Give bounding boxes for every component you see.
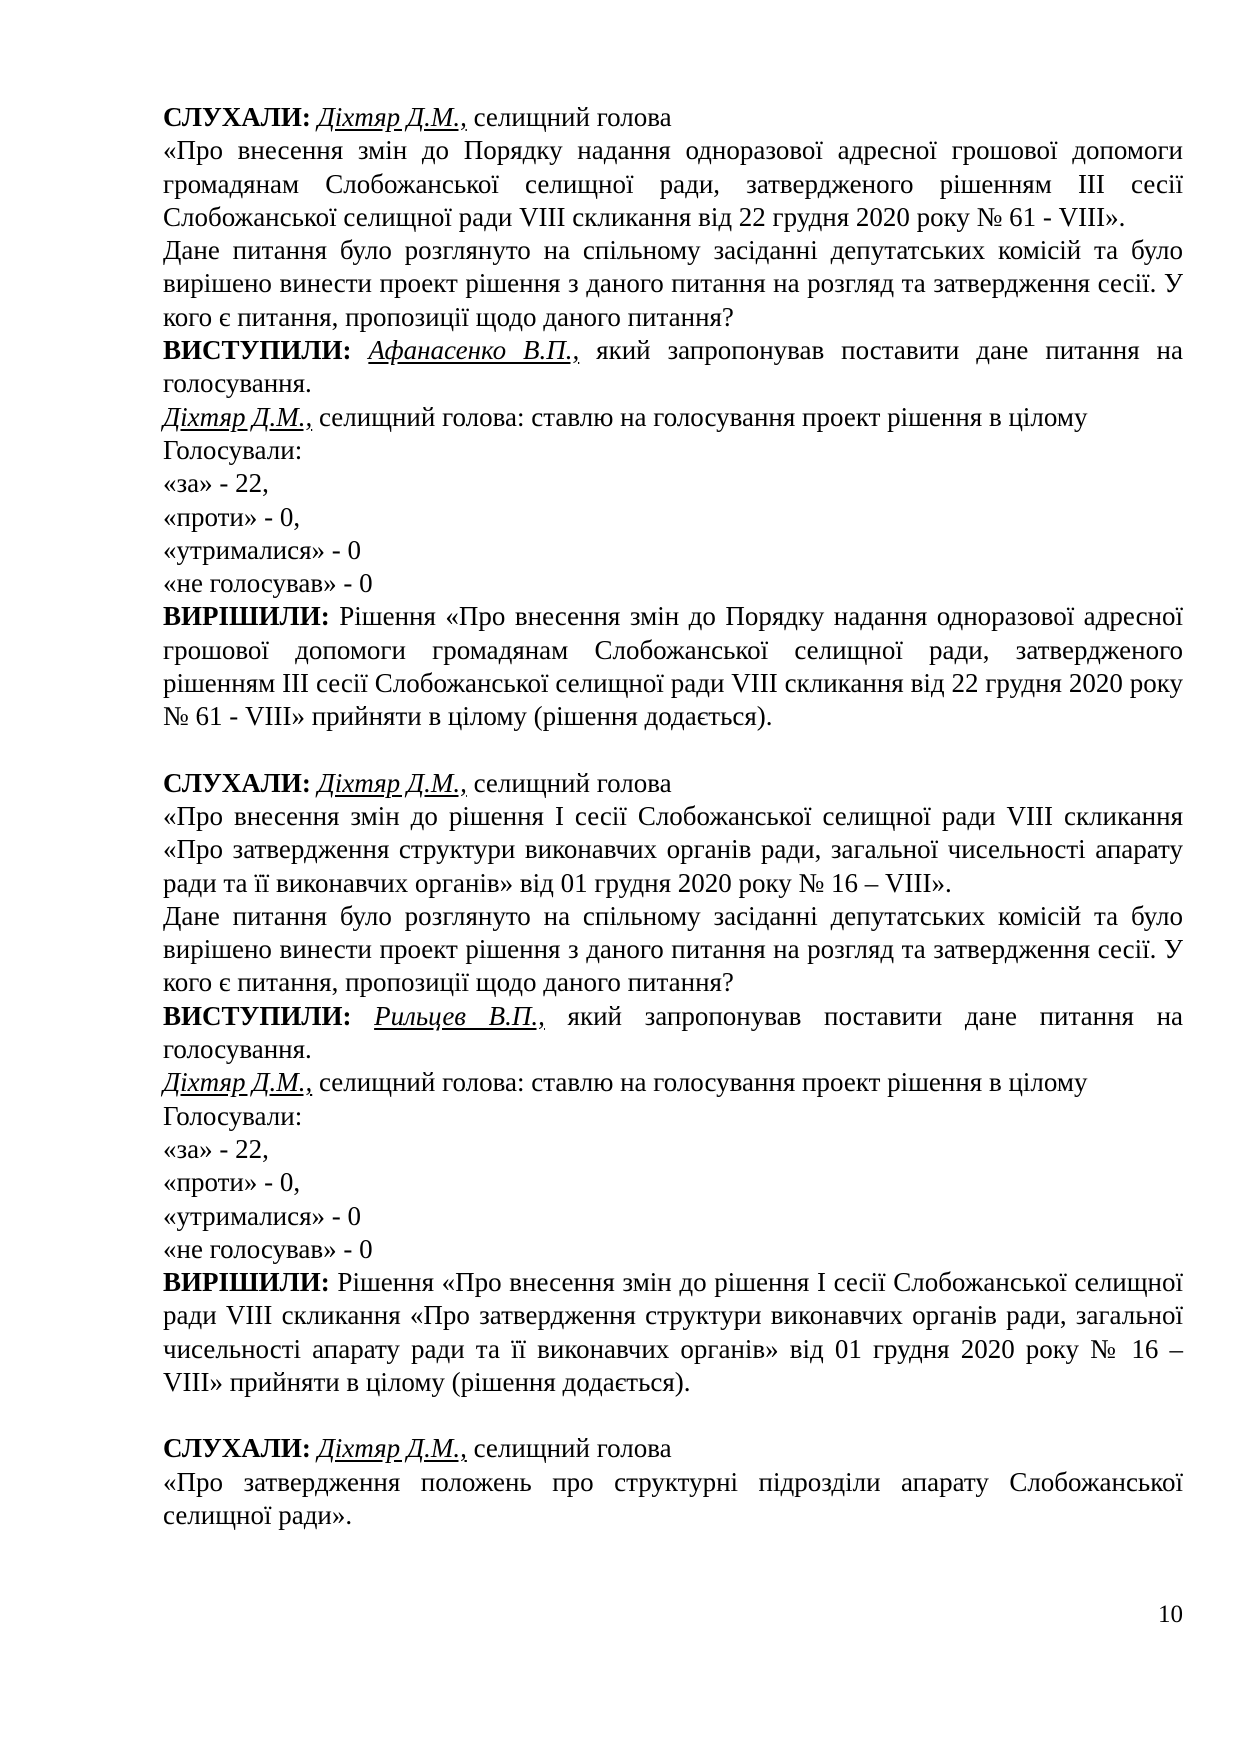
speaker-role: селищний голова: [473, 767, 672, 798]
section-spacer: [163, 734, 1183, 767]
chair-name: Діхтяр Д.М.,: [163, 401, 313, 432]
speaker-name: Рильцев В.П.,: [374, 1000, 545, 1031]
speaker-name: Діхтяр Д.М.,: [317, 1433, 467, 1464]
commission-note: Дане питання було розглянуто на спільному засіданні депутатських комісій та було вирішено винести проект рішення з даного питання на розгляд та затвердження сесії. У кого є питання, пропозиції щодо даного питання?: [163, 900, 1183, 998]
topic-text: «Про внесення змін до Порядку надання одноразової адресної грошової допомоги громадянам Слобожанської селищної ради, затвердженого рішенням ІІІ сесії Слобожанської селищної ради VIII скликання від 22 грудня 2020 року № 61 - VIII».: [163, 135, 1183, 232]
vote-against: «проти» - 0,: [163, 501, 301, 532]
vote-not-voted: «не голосував» - 0: [163, 568, 373, 599]
section-spacer: [163, 1399, 1183, 1432]
chair-name: Діхтяр Д.М.,: [163, 1067, 313, 1098]
spoke-text: який запропонував поставити дане питання на голосування.: [163, 335, 1183, 399]
decided-text: Рішення «Про внесення змін до Порядку надання одноразової адресної грошової допомоги громадянам Слобожанської селищної ради, затвердженого рішенням ІІІ сесії Слобожанської селищної ради VIII скликання від 22 грудня 2020 року № 61 - VIII» прийняти в цілому (рішення додається).: [163, 601, 1183, 732]
speaker-name: Діхтяр Д.М.,: [317, 767, 467, 798]
agenda-item-2: [163, 767, 1183, 1400]
vote-not-voted: «не голосував» - 0: [163, 1233, 373, 1264]
voted-label: Голосували:: [163, 434, 303, 465]
chair-text: селищний голова: ставлю на голосування проект рішення в цілому: [318, 401, 1088, 432]
topic-text: «Про затвердження положень про структурні підрозділи апарату Слобожанської селищної ради».: [163, 1466, 1183, 1530]
spoke-text: який запропонував поставити дане питання на голосування.: [163, 1000, 1184, 1065]
spoke-label: ВИСТУПИЛИ:: [163, 335, 352, 366]
spoke-line: [163, 334, 1183, 401]
heard-label: СЛУХАЛИ:: [163, 767, 311, 798]
decided-text: Рішення «Про внесення змін до рішення І сесії Слобожанської селищної ради VIII скликання «Про затвердження структури виконавчих органів ради, загальної чисельності апарату ради та її виконавчих органів» від 01 грудня 2020 року № 16 – VIII» прийняти в цілому (рішення додається).: [163, 1267, 1183, 1397]
spoke-line: [163, 1000, 1183, 1067]
vote-against: «проти» - 0,: [163, 1167, 301, 1198]
vote-for: «за» - 22,: [163, 1133, 269, 1164]
heard-label: СЛУХАЛИ:: [163, 1433, 311, 1464]
speaker-name: Афанасенко В.П.,: [368, 335, 580, 366]
heard-line: [163, 1432, 1183, 1465]
page-content: [163, 101, 1183, 1532]
heard-label: СЛУХАЛИ:: [163, 102, 311, 132]
page-number: 10: [1158, 1601, 1183, 1628]
chair-line: [163, 401, 1183, 434]
voted-label: Голосували:: [163, 1100, 303, 1131]
decided-line: [163, 600, 1183, 733]
vote-for: «за» - 22,: [163, 468, 269, 499]
heard-line: [163, 767, 1183, 800]
chair-text: селищний голова: ставлю на голосування проект рішення в цілому: [318, 1067, 1088, 1098]
chair-line: [163, 1066, 1183, 1099]
agenda-item-1: [163, 101, 1183, 734]
vote-abstained: «утрималися» - 0: [163, 1200, 362, 1231]
commission-note: Дане питання було розглянуто на спільному засіданні депутатських комісій та було вирішено винести проект рішення з даного питання на розгляд та затвердження сесії. У кого є питання, пропозиції щодо даного питання?: [163, 235, 1183, 332]
decided-label: ВИРІШИЛИ:: [163, 1267, 330, 1298]
speaker-name: Діхтяр Д.М.,: [317, 102, 467, 132]
spoke-label: ВИСТУПИЛИ:: [163, 1000, 352, 1031]
vote-abstained: «утрималися» - 0: [163, 534, 362, 565]
speaker-role: селищний голова: [473, 1433, 672, 1464]
speaker-role: селищний голова: [473, 102, 672, 132]
topic-text: «Про внесення змін до рішення І сесії Слобожанської селищної ради VIII скликання «Про затвердження структури виконавчих органів ради, загальної чисельності апарату ради та її виконавчих органів» від 01 грудня 2020 року № 16 – VIII».: [163, 800, 1183, 898]
agenda-item-3: [163, 1432, 1183, 1532]
decided-line: [163, 1266, 1183, 1399]
decided-label: ВИРІШИЛИ:: [163, 601, 330, 632]
heard-line: [163, 101, 1183, 134]
